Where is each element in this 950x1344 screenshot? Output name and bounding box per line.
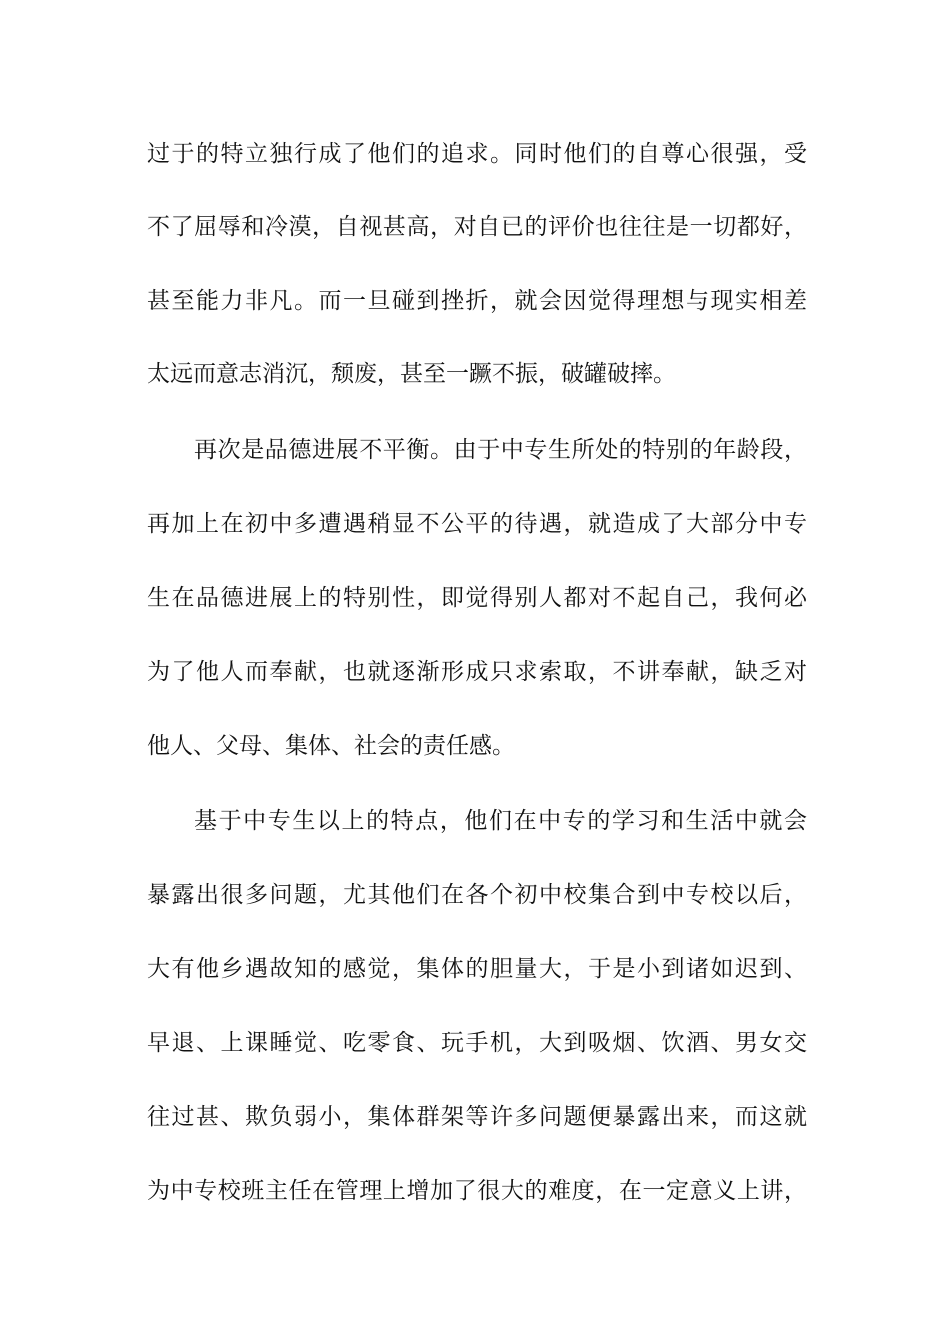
text-line: 为了他人而奉献，也就逐渐形成只求索取，不讲奉献，缺乏对: [147, 659, 807, 685]
text-line: 生在品德进展上的特别性，即觉得别人都对不起自己，我何必: [147, 585, 807, 611]
text-line: 往过甚、欺负弱小，集体群架等许多问题便暴露出来，而这就: [147, 1104, 807, 1130]
text-line: 过于的特立独行成了他们的追求。同时他们的自尊心很强，受: [147, 141, 807, 167]
paragraph-first-line: 基于中专生以上的特点，他们在中专的学习和生活中就会: [194, 808, 807, 834]
text-line: 大有他乡遇故知的感觉，集体的胆量大，于是小到诸如迟到、: [147, 956, 807, 982]
text-line: 他人、父母、集体、社会的责任感。: [147, 733, 515, 759]
text-line: 暴露出很多问题，尤其他们在各个初中校集合到中专校以后，: [147, 882, 807, 908]
text-line: 再加上在初中多遭遇稍显不公平的待遇，就造成了大部分中专: [147, 511, 807, 537]
text-line: 为中专校班主任在管理上增加了很大的难度，在一定意义上讲，: [147, 1178, 807, 1204]
text-line: 太远而意志消沉，颓废，甚至一蹶不振，破罐破摔。: [147, 361, 676, 387]
text-line: 早退、上课睡觉、吃零食、玩手机，大到吸烟、饮酒、男女交: [147, 1030, 807, 1056]
paragraph-first-line: 再次是品德进展不平衡。由于中专生所处的特别的年龄段，: [194, 437, 807, 463]
text-line: 不了屈辱和冷漠，自视甚高，对自已的评价也往往是一切都好，: [147, 214, 807, 240]
text-line: 甚至能力非凡。而一旦碰到挫折，就会因觉得理想与现实相差: [147, 288, 807, 314]
